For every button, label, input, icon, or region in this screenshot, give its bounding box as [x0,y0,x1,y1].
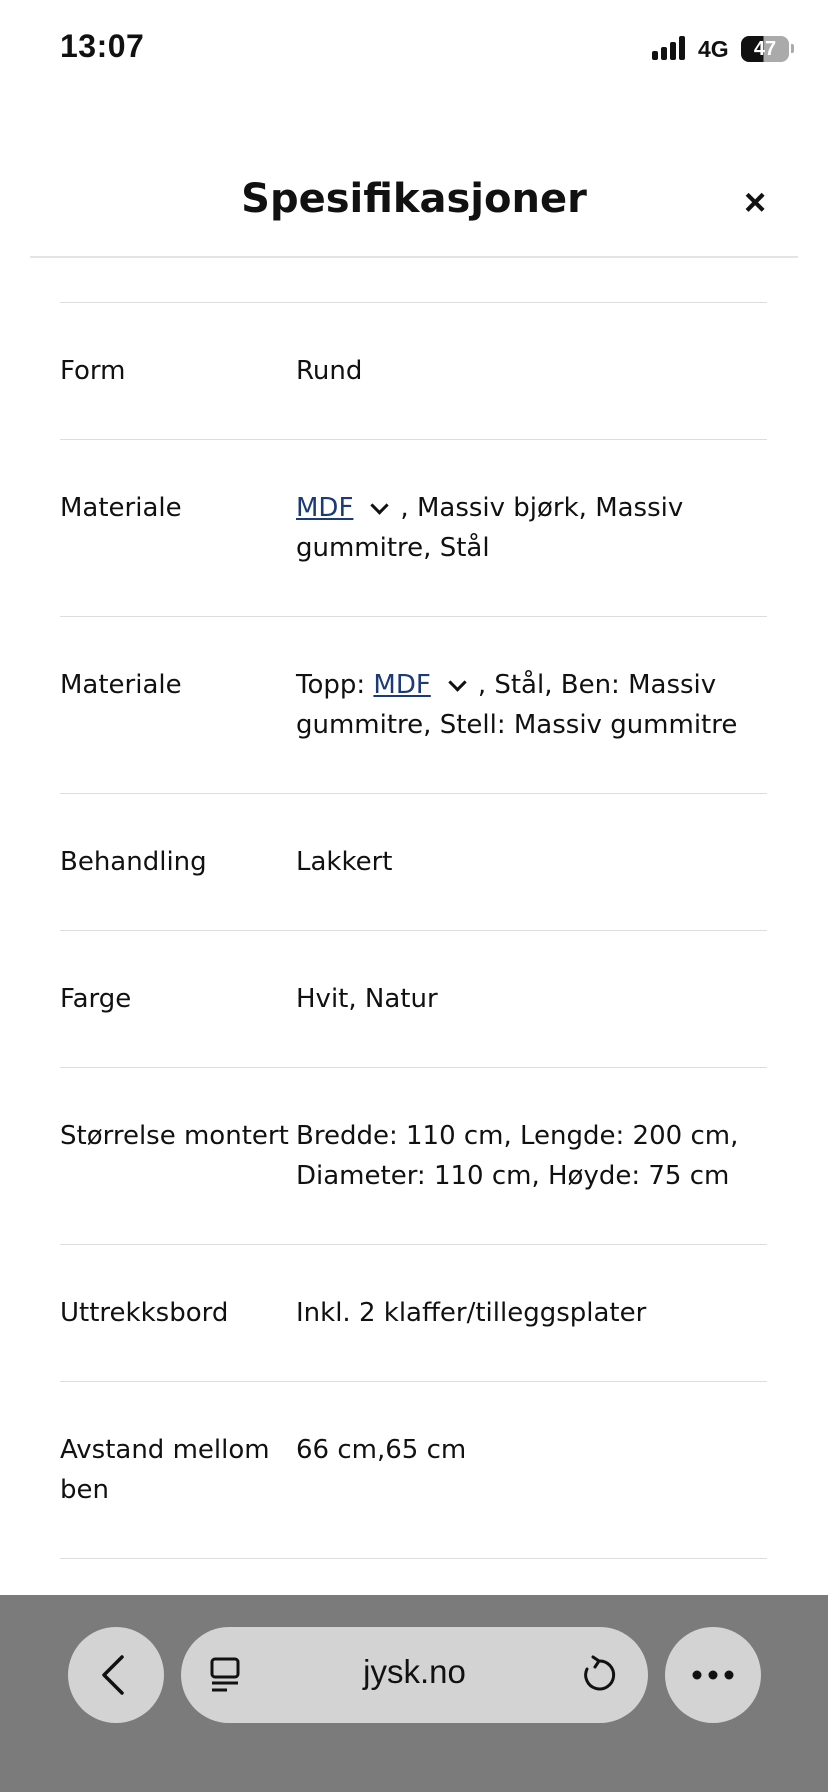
spec-label: Uttrekksbord [60,1298,229,1328]
browser-toolbar [0,1595,828,1792]
spec-value-prefix: Topp: [296,670,374,700]
address-bar[interactable] [181,1627,648,1723]
spec-label: Farge [60,984,132,1014]
spec-value [296,488,767,568]
back-button[interactable] [68,1627,164,1723]
spec-value [296,665,767,745]
spec-label: Materiale [60,493,182,523]
spec-value: Hvit, Natur [296,984,438,1014]
modal-header [0,160,828,258]
spec-row [60,1382,767,1559]
battery-icon: 47 [741,36,789,62]
spec-row [60,931,767,1068]
spec-row [60,1245,767,1382]
reload-icon[interactable] [579,1655,619,1695]
material-link-mdf[interactable]: MDF [373,670,431,700]
spec-value: Inkl. 2 klaffer/tilleggsplater [296,1298,647,1328]
divider [30,256,798,258]
chevron-down-icon[interactable] [371,496,389,514]
more-button[interactable] [665,1627,761,1723]
more-icon [665,1627,761,1723]
chevron-left-icon [68,1627,164,1723]
spec-list [60,302,767,1559]
network-type: 4G [698,36,729,62]
spec-value: Lakkert [296,847,393,877]
spec-value-text: , Stål, Ben: Massiv gummitre, Stell: Massiv gummitre [296,670,738,740]
spec-value-text: , Massiv bjørk, Massiv gummitre, Stål [296,493,684,563]
spec-label: Behandling [60,847,207,877]
spec-label: Størrelse montert [60,1121,289,1151]
spec-value: Rund [296,356,363,386]
url-text[interactable]: jysk.no [363,1653,466,1690]
spec-row [60,440,767,617]
page-title: Spesifikasjoner [241,176,587,222]
battery-tip [791,44,794,53]
close-button[interactable]: × [744,182,767,224]
spec-row [60,794,767,931]
spec-label: Materiale [60,670,182,700]
status-bar [0,0,828,100]
spec-row [60,303,767,440]
spec-row [60,617,767,794]
chevron-down-icon[interactable] [448,673,466,691]
spec-label: Form [60,356,126,386]
spec-row [60,1068,767,1245]
spec-label: Avstand mellom ben [60,1435,270,1505]
spec-value: 66 cm,65 cm [296,1435,467,1465]
signal-icon [652,36,685,60]
status-time: 13:07 [60,28,145,64]
material-link-mdf[interactable]: MDF [296,493,354,523]
spec-value: Bredde: 110 cm, Lengde: 200 cm, Diameter: 110 cm, Høyde: 75 cm [296,1121,739,1191]
